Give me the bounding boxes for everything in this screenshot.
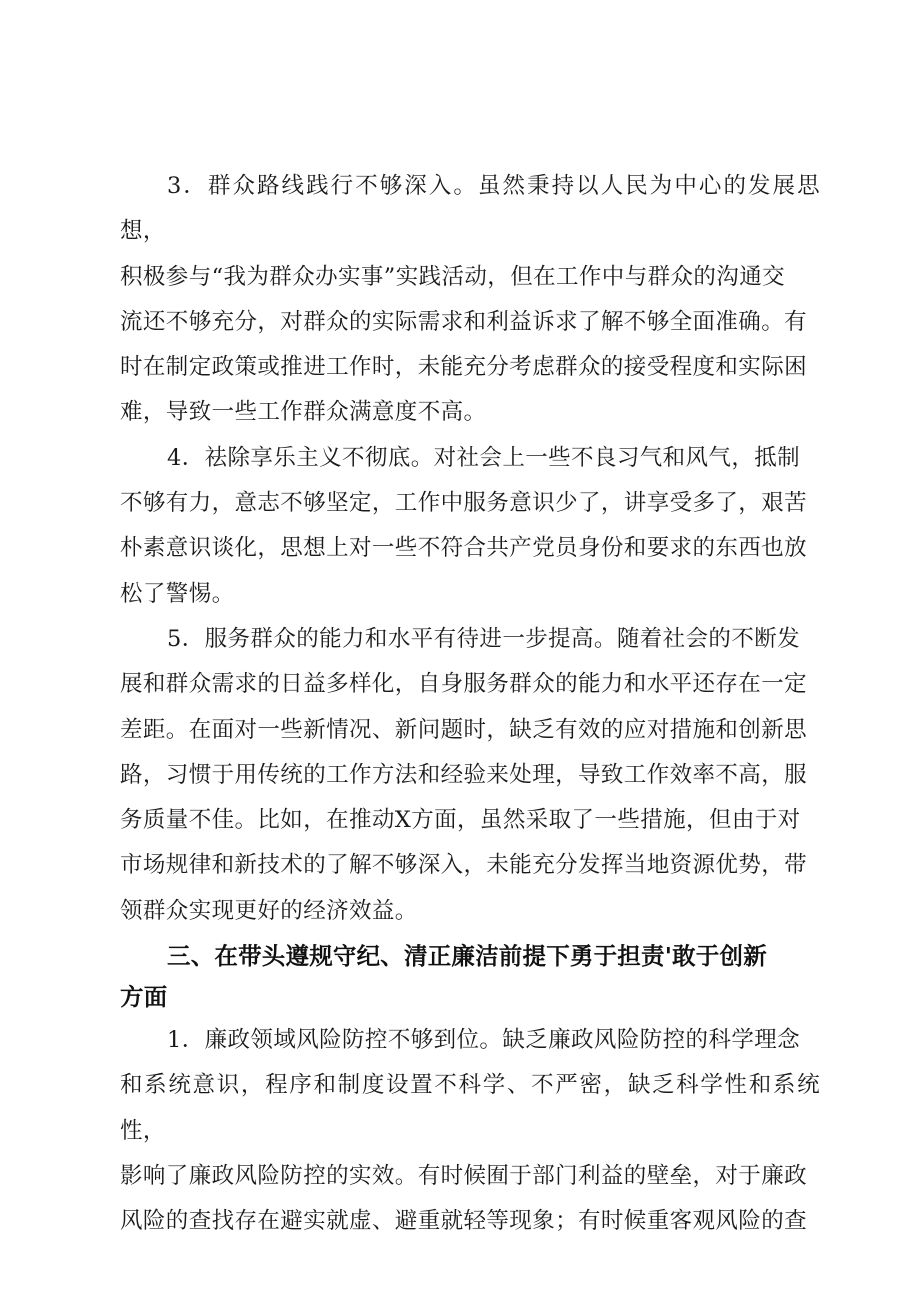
text-line: 影响了廉政风险防控的实效。有时候囿于部门利益的壁垒，对于廉政	[120, 1162, 808, 1189]
paragraph-item-5	[120, 617, 820, 934]
paragraph-item-3	[120, 164, 820, 436]
document-body	[120, 164, 820, 1245]
text-line: 领群众实现更好的经济效益。	[120, 897, 418, 924]
text-line: 不够有力，意志不够坚定，工作中服务意识少了，讲享受多了，艰苦	[120, 490, 808, 517]
text-line: 积极参与“我为群众办实事”实践活动，但在工作中与群众的沟通交	[120, 263, 786, 290]
heading-line: 三、在带头遵规守纪、清正廉洁前提下勇于担责'敢于创新	[167, 942, 767, 971]
text-line: 务质量不佳。比如，在推动X方面，虽然采取了一些措施，但由于对	[120, 807, 801, 834]
text-line: 3．群众路线践行不够深入。虽然秉持以人民为中心的发展思想，	[120, 173, 820, 245]
text-line: 路，习惯于用传统的工作方法和经验来处理，导致工作效率不高，服	[120, 761, 808, 788]
text-line: 市场规律和新技术的了解不够深入，未能充分发挥当地资源优势，带	[120, 852, 808, 879]
text-line: 4．祛除享乐主义不彻底。对社会上一些不良习气和风气，抵制	[167, 444, 801, 471]
text-line: 和系统意识，程序和制度设置不科学、不严密，缺乏科学性和系统性，	[120, 1072, 820, 1144]
text-line: 风险的查找存在避实就虚、避重就轻等现象；有时候重客观风险的查	[120, 1208, 808, 1235]
section-heading	[120, 936, 820, 1018]
text-line: 5．服务群众的能力和水平有待进一步提高。随着社会的不断发	[167, 625, 801, 652]
text-line: 差距。在面对一些新情况、新问题时，缺乏有效的应对措施和创新思	[120, 716, 808, 743]
paragraph-section3-item-1	[120, 1018, 820, 1244]
text-line: 难，导致一些工作群众满意度不高。	[120, 399, 487, 426]
text-line: 松了警惕。	[120, 580, 235, 607]
paragraph-item-4	[120, 436, 820, 617]
text-line: 1．廉政领域风险防控不够到位。缺乏廉政风险防控的科学理念	[167, 1027, 801, 1054]
text-line: 朴素意识谈化，思想上对一些不符合共产党员身份和要求的东西也放	[120, 535, 808, 562]
text-line: 流还不够充分，对群众的实际需求和利益诉求了解不够全面准确。有	[120, 308, 808, 335]
text-line: 展和群众需求的日益多样化，自身服务群众的能力和水平还存在一定	[120, 671, 808, 698]
heading-line: 方面	[120, 983, 168, 1012]
text-line: 时在制定政策或推进工作时，未能充分考虑群众的接受程度和实际困	[120, 354, 808, 381]
